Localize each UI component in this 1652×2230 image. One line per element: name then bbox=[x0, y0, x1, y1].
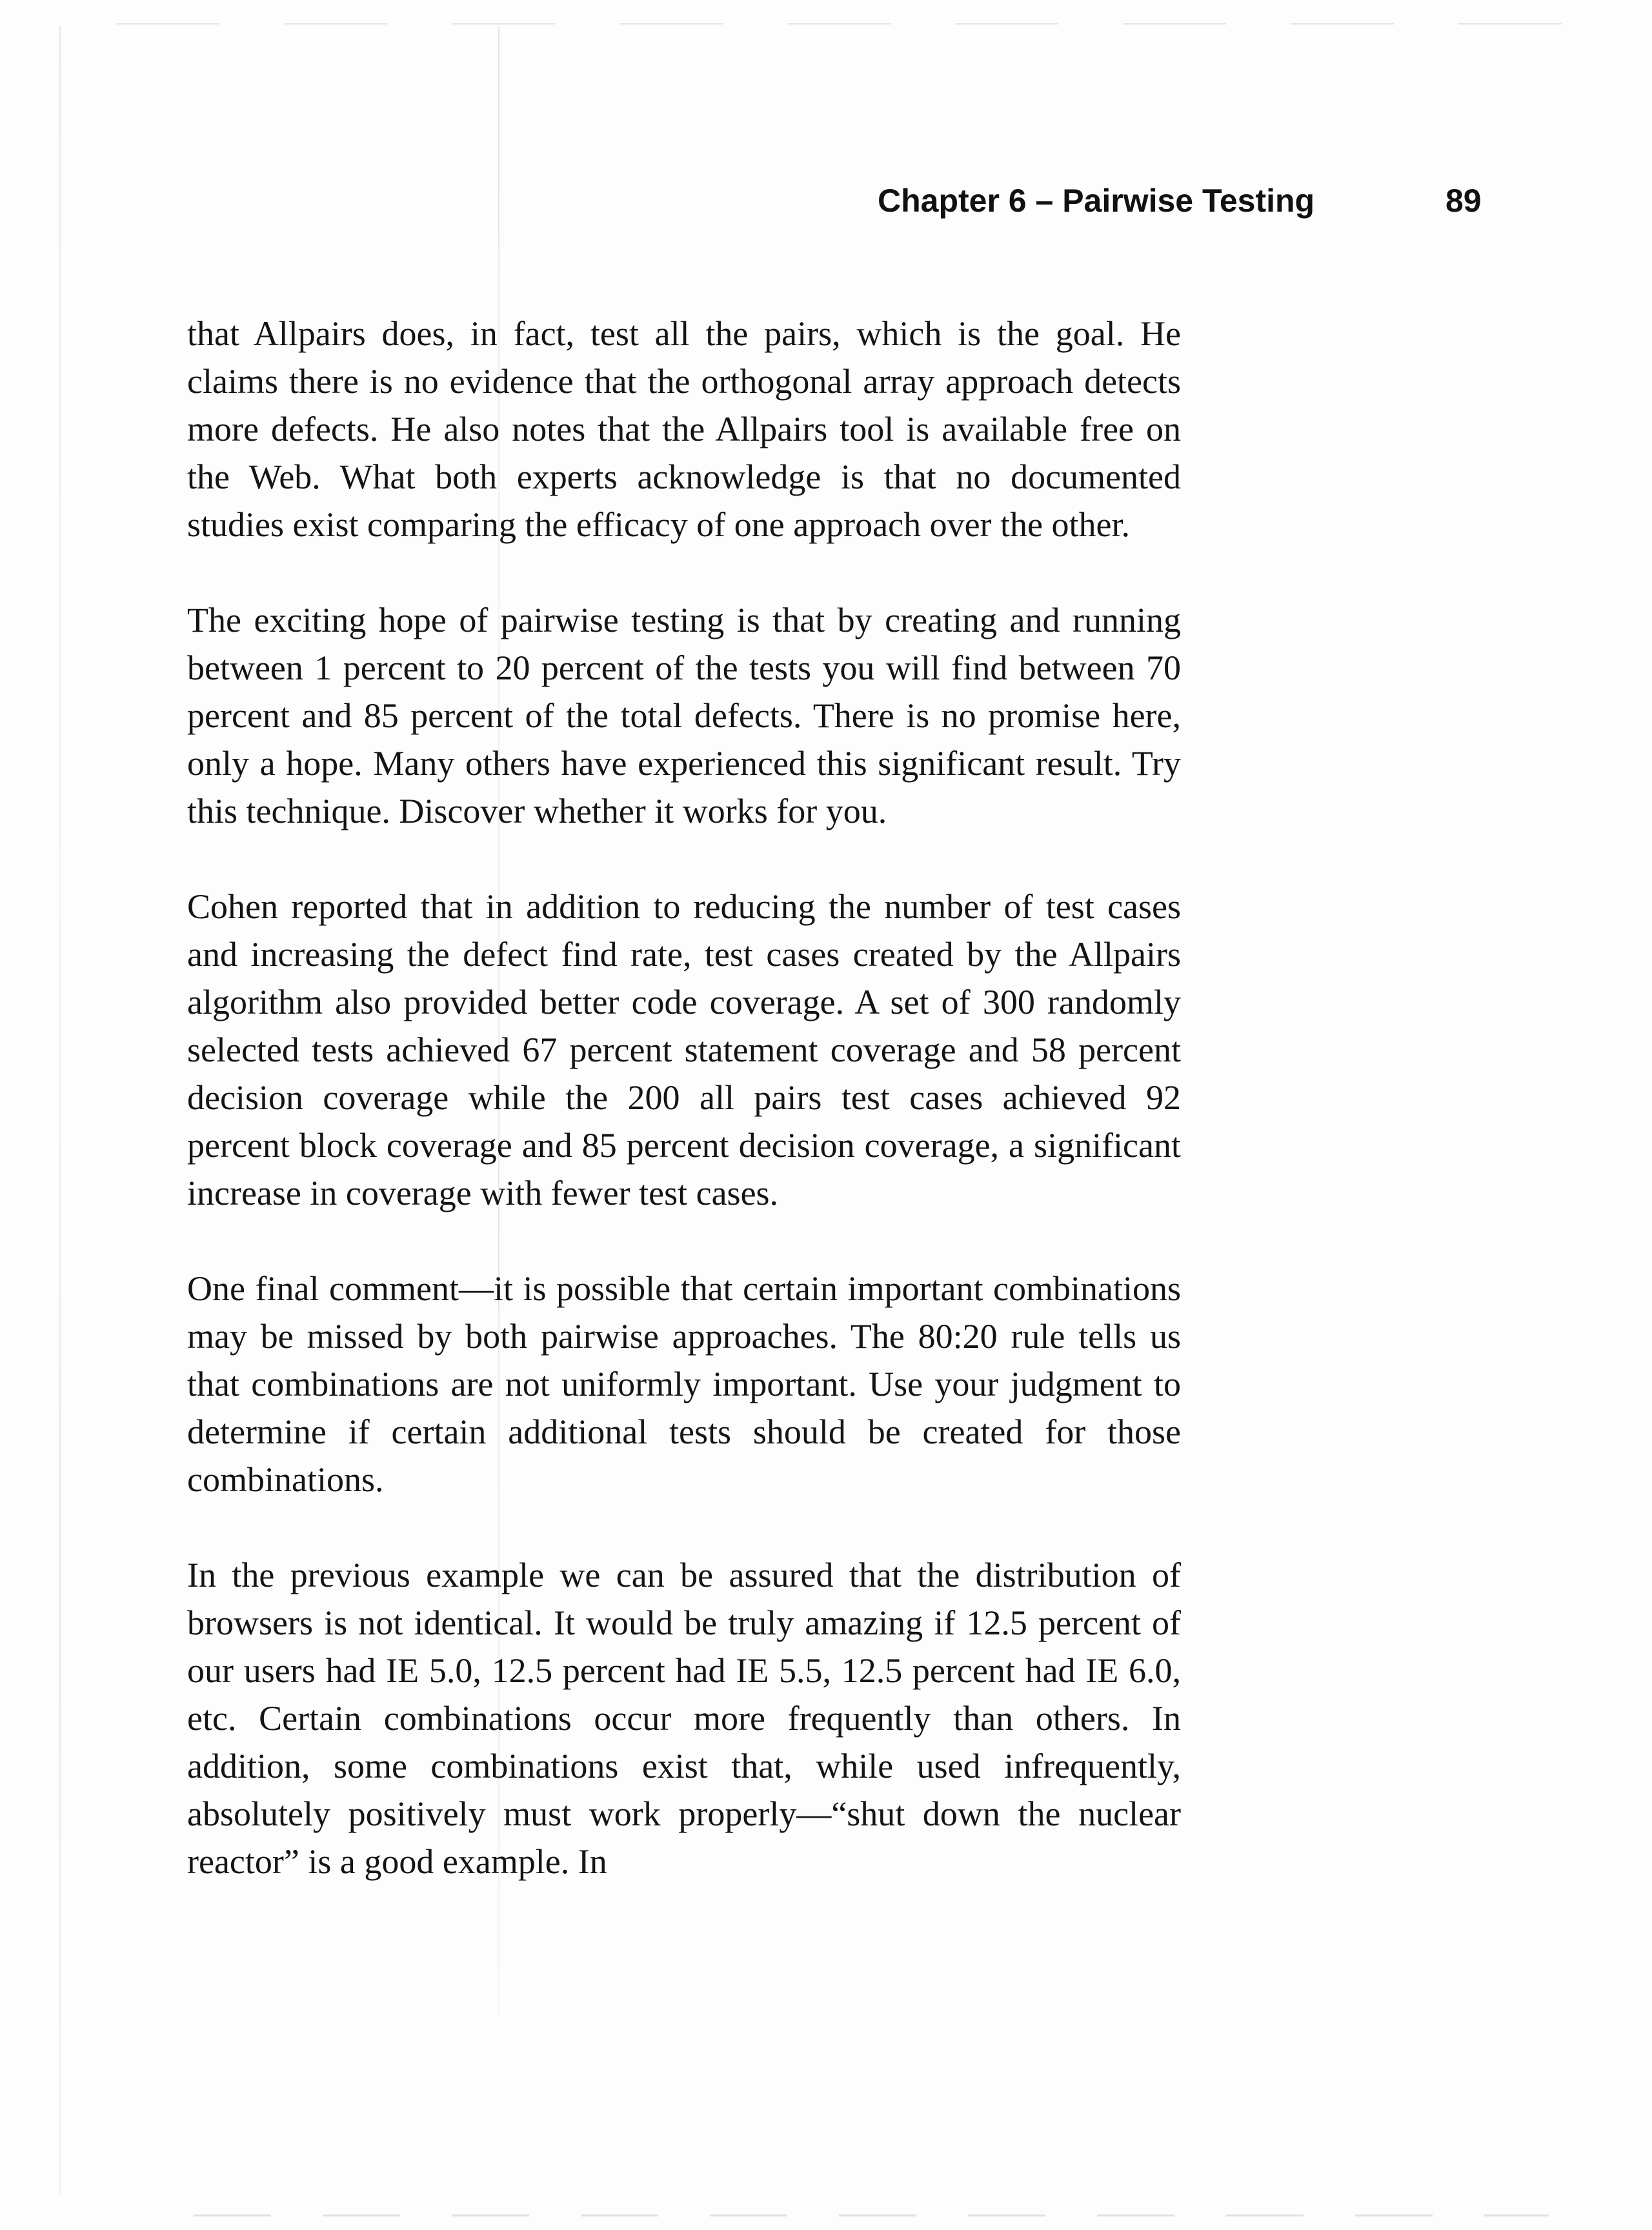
paragraph-4: One final comment—it is possible that certain important combinations may be missed by both pairwise approaches. The 80:20 rule tells us that combinations are not uniformly important. Use your judgment to determine if certain additional tests should be created for those combinations. bbox=[187, 1269, 1181, 1499]
chapter-title: Chapter 6 – Pairwise Testing bbox=[878, 183, 1315, 219]
scan-edge-left bbox=[59, 26, 61, 2194]
body-text bbox=[187, 310, 1181, 1933]
paragraph-2: The exciting hope of pairwise testing is that by creating and running between 1 percent to 20 percent of the tests you will find between 70 percent and 85 percent of the total defects. There is no promise here, only a hope. Many others have experienced this significant result. Try this technique. Discover whether it works for you. bbox=[187, 601, 1181, 830]
paragraph-1: that Allpairs does, in fact, test all the pairs, which is the goal. He claims there is no evidence that the orthogonal array approach detects more defects. He also notes that the Allpairs tool is available free on the Web. What both experts acknowledge is that no documented studies exist comparing the efficacy of one approach over the other. bbox=[187, 314, 1181, 544]
page-number: 89 bbox=[1446, 183, 1482, 219]
paragraph-5: In the previous example we can be assured that the distribution of browsers is not identical. It would be truly amazing if 12.5 percent of our users had IE 5.0, 12.5 percent had IE 5.5, 12.5 percent had IE 6.0, etc. Certain combinations occur more frequently than others. In addition, some combinations exist that, while used infrequently, absolutely positively must work properly—“shut down the nuclear reactor” is a good example. In bbox=[187, 1556, 1181, 1881]
scan-edge-bottom bbox=[194, 2215, 1549, 2216]
scan-edge-top bbox=[116, 23, 1575, 25]
paragraph-3: Cohen reported that in addition to reducing the number of test cases and increasing the defect find rate, test cases created by the Allpairs algorithm also provided better code coverage. A set of 300 randomly selected tests achieved 67 percent statement coverage and 58 percent decision coverage while the 200 all pairs test cases achieved 92 percent block coverage and 85 percent decision coverage, a significant increase in coverage with fewer test cases. bbox=[187, 887, 1181, 1212]
